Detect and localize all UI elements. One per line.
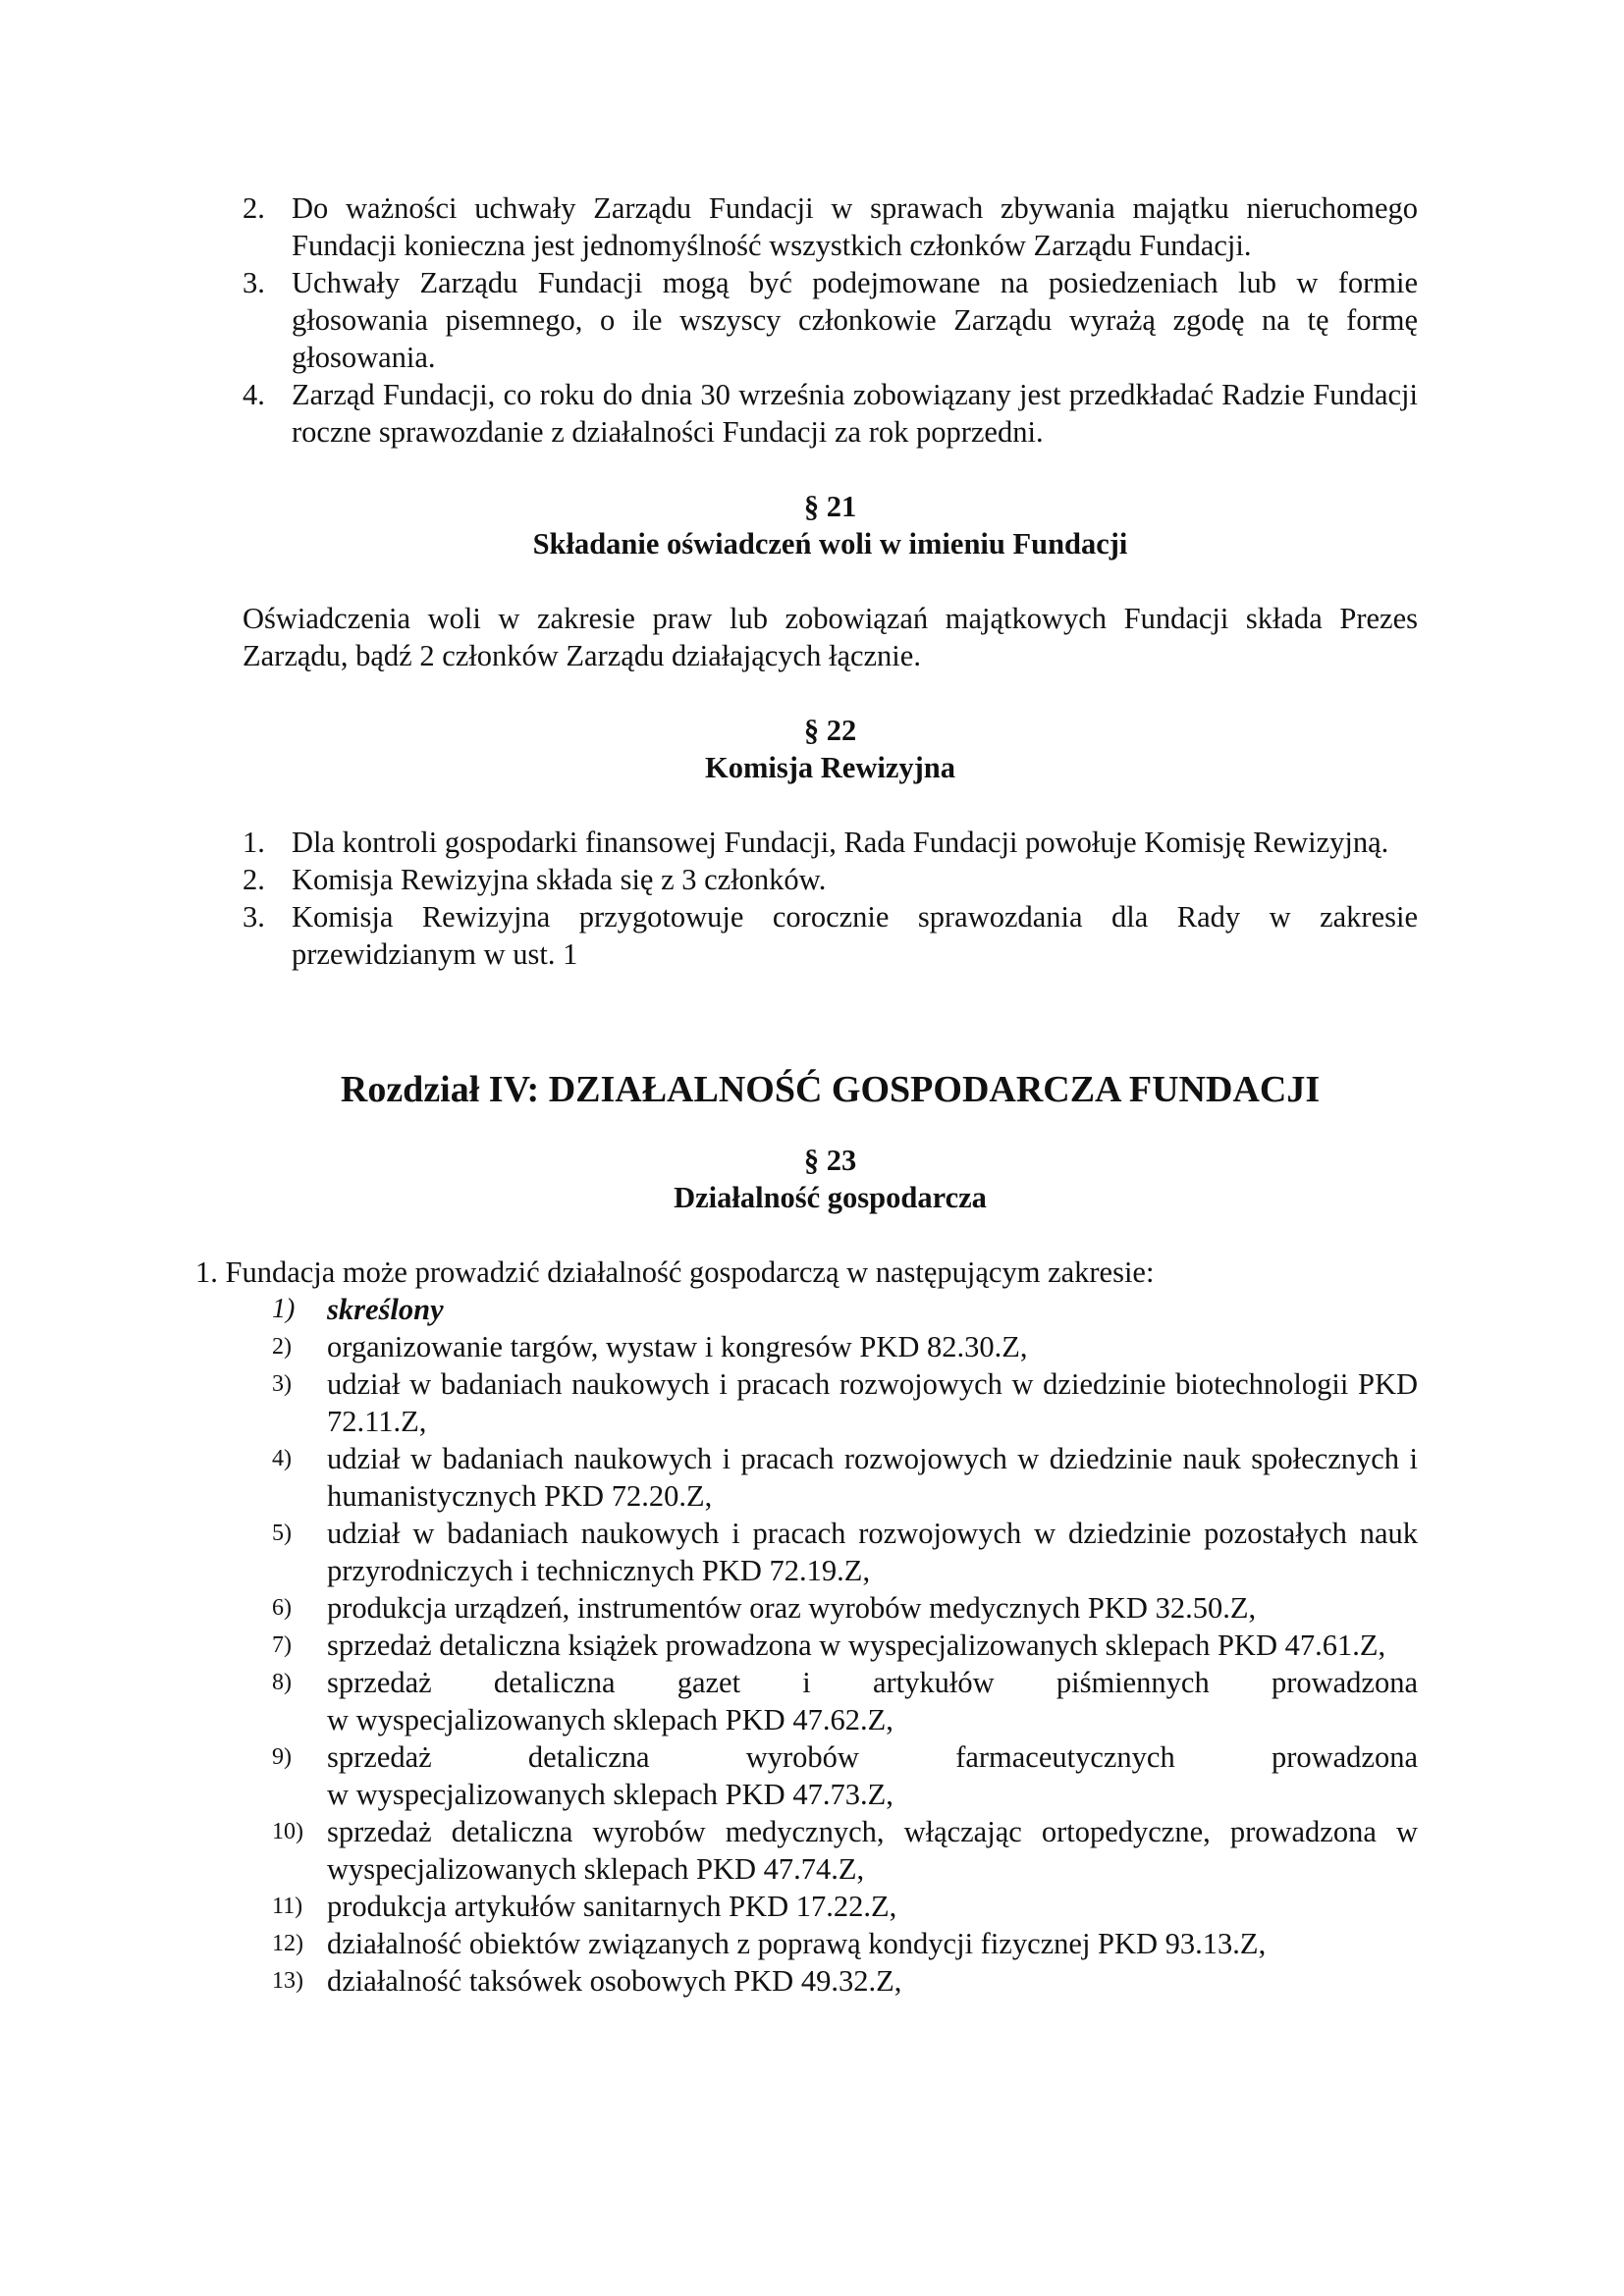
list-item (243, 1589, 1418, 1627)
item-text: udział w badaniach naukowych i pracach rozwojowych w dziedzinie pozostałych nauk przyrodniczych i technicznych PKD 72.19.Z, (327, 1517, 1418, 1587)
section-number: § 23 (803, 1144, 857, 1177)
item-number: 3. (243, 900, 265, 934)
item-text: Komisja Rewizyjna składa się z 3 członków. (292, 863, 827, 896)
item-number: 2. (243, 191, 265, 225)
item-text: Dla kontroli gospodarki finansowej Fundacji, Rada Fundacji powołuje Komisję Rewizyjną. (292, 826, 1389, 859)
list-item (243, 1925, 1418, 1962)
list-item (243, 1365, 1418, 1440)
item-number: 6) (272, 1595, 292, 1621)
section-body: Oświadczenia woli w zakresie praw lub zobowiązań majątkowych Fundacji składa Prezes Zarządu, bądź 2 członków Zarządu działających łącznie. (243, 602, 1418, 672)
item-text: udział w badaniach naukowych i pracach rozwojowych w dziedzinie nauk społecznych i humanistycznych PKD 72.20.Z, (327, 1442, 1418, 1513)
list-item (243, 264, 1418, 376)
list-item (243, 189, 1418, 264)
revision-committee-list (243, 824, 1418, 973)
resolution-list (243, 189, 1418, 451)
item-number: 2. (243, 863, 265, 896)
item-number: 7) (272, 1632, 292, 1658)
section-number: § 21 (803, 490, 857, 523)
item-text: organizowanie targów, wystaw i kongresów PKD 82.30.Z, (327, 1330, 1028, 1363)
list-item (243, 1664, 1418, 1738)
item-number: 4. (243, 378, 265, 411)
item-number: 12) (272, 1931, 303, 1956)
item-number: 10) (272, 1819, 303, 1844)
section-intro: 1. Fundacja może prowadzić działalność gospodarczą w następującym zakresie: (195, 1255, 1155, 1289)
list-item (243, 1440, 1418, 1515)
item-text-line: w wyspecjalizowanych sklepach PKD 47.62.Z, (327, 1703, 893, 1736)
item-text-line: sprzedaż detaliczna wyrobów farmaceutycznych prowadzona (327, 1740, 1418, 1774)
item-number: 1. (243, 826, 265, 859)
item-text: Komisja Rewizyjna przygotowuje corocznie sprawozdania dla Rady w zakresie przewidzianym w ust. 1 (292, 900, 1418, 971)
section-title: Działalność gospodarcza (674, 1181, 987, 1214)
item-text-line: sprzedaż detaliczna gazet i artykułów piśmiennych prowadzona (327, 1666, 1418, 1699)
document-page (195, 189, 1418, 2000)
item-text: działalność obiektów związanych z poprawą kondycji fizycznej PKD 93.13.Z, (327, 1927, 1267, 1960)
item-text: działalność taksówek osobowych PKD 49.32.Z, (327, 1964, 902, 1998)
list-item (243, 1738, 1418, 1813)
item-text: produkcja artykułów sanitarnych PKD 17.22.Z, (327, 1890, 897, 1923)
list-item (243, 1291, 1418, 1328)
list-item (243, 824, 1418, 861)
list-item (243, 861, 1418, 898)
list-item (243, 1328, 1418, 1365)
section-title: Składanie oświadczeń woli w imieniu Fundacji (532, 527, 1128, 561)
item-text: Uchwały Zarządu Fundacji mogą być podejmowane na posiedzeniach lub w formie głosowania pisemnego, o ile wszyscy członkowie Zarządu wyrażą zgodę na tę formę głosowania. (292, 266, 1418, 374)
section-number: § 22 (803, 714, 857, 747)
item-number: 1) (272, 1294, 296, 1324)
section-title: Komisja Rewizyjna (705, 751, 955, 784)
item-text (327, 1738, 1418, 1813)
list-item (243, 1515, 1418, 1589)
item-number: 13) (272, 1968, 303, 1994)
item-text: Zarząd Fundacji, co roku do dnia 30 września zobowiązany jest przedkładać Radzie Fundacji roczne sprawozdanie z działalności Fundacji za rok poprzedni. (292, 378, 1418, 449)
item-number: 3. (243, 266, 265, 299)
item-number: 9) (272, 1744, 292, 1770)
list-item (243, 1962, 1418, 2000)
item-text: skreślony (327, 1293, 444, 1326)
item-text: Do ważności uchwały Zarządu Fundacji w sprawach zbywania majątku nieruchomego Fundacji konieczna jest jednomyślność wszystkich członków Zarządu Fundacji. (292, 191, 1418, 262)
chapter-heading: Rozdział IV: DZIAŁALNOŚĆ GOSPODARCZA FUNDACJI (340, 1069, 1321, 1110)
business-activity-list (243, 1291, 1418, 2000)
list-item (243, 1888, 1418, 1925)
item-number: 4) (272, 1446, 292, 1471)
item-text: sprzedaż detaliczna książek prowadzona w wyspecjalizowanych sklepach PKD 47.61.Z, (327, 1629, 1386, 1662)
item-text: udział w badaniach naukowych i pracach rozwojowych w dziedzinie biotechnologii PKD 72.11.Z, (327, 1367, 1418, 1438)
item-text: sprzedaż detaliczna wyrobów medycznych, włączając ortopedyczne, prowadzona w wyspecjalizowanych sklepach PKD 47.74.Z, (327, 1815, 1418, 1886)
item-text-line: w wyspecjalizowanych sklepach PKD 47.73.Z, (327, 1778, 893, 1811)
item-number: 5) (272, 1521, 292, 1546)
item-text (327, 1664, 1418, 1738)
item-text: produkcja urządzeń, instrumentów oraz wyrobów medycznych PKD 32.50.Z, (327, 1591, 1257, 1625)
list-item (243, 376, 1418, 451)
list-item (243, 1627, 1418, 1664)
item-number: 2) (272, 1334, 292, 1360)
item-number: 8) (272, 1670, 292, 1695)
item-number: 3) (272, 1371, 292, 1397)
list-item (243, 1813, 1418, 1888)
item-number: 11) (272, 1894, 303, 1919)
list-item (243, 898, 1418, 973)
